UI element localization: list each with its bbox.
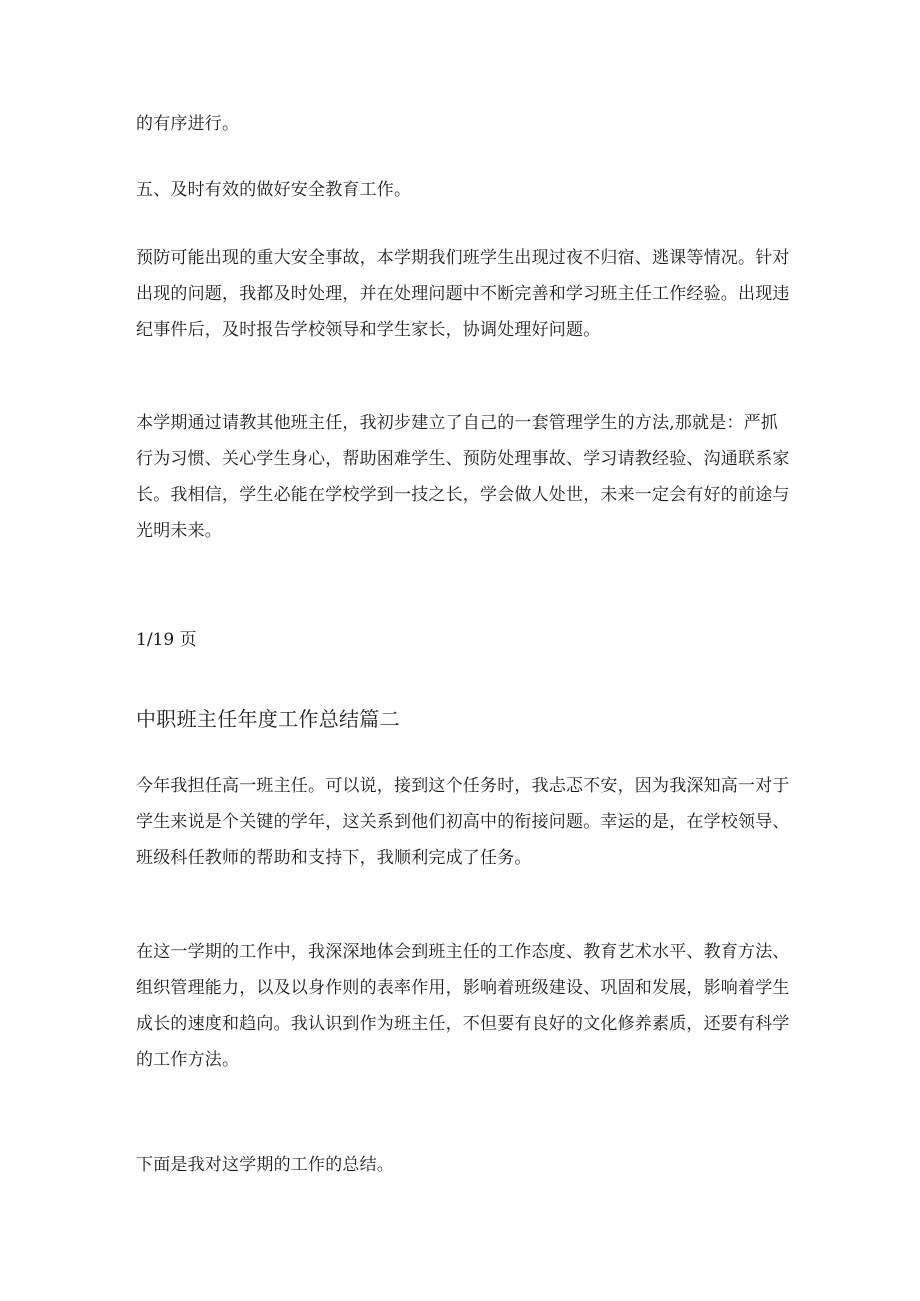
section2-paragraph-3 xyxy=(136,1147,800,1183)
text-line: 的工作方法。 xyxy=(136,1050,240,1070)
text-line: 下面是我对这学期的工作的总结。 xyxy=(136,1155,394,1175)
conclusion-paragraph xyxy=(136,405,800,549)
text-line: 行为习惯、关心学生身心，帮助困难学生、预防处理事故、学习请教经验、沟通联系家 xyxy=(136,449,790,469)
section2-paragraph-1 xyxy=(136,768,800,876)
text-line: 组织管理能力，以及以身作则的表率作用，影响着班级建设、巩固和发展，影响着学生 xyxy=(136,978,790,998)
page-number: 1/19 页 xyxy=(136,630,197,650)
continuation-text xyxy=(136,106,800,142)
item-5-paragraph xyxy=(136,240,800,348)
text-line: 今年我担任高一班主任。可以说，接到这个任务时，我忐忑不安，因为我深知高一对于 xyxy=(136,776,790,796)
text-line: 五、及时有效的做好安全教育工作。 xyxy=(136,180,412,200)
item-5-title xyxy=(136,172,800,208)
text-line: 光明未来。 xyxy=(136,521,222,541)
text-line: 长。我相信，学生必能在学校学到一技之长，学会做人处世，未来一定会有好的前途与 xyxy=(136,485,790,505)
text-line: 学生来说是个关键的学年，这关系到他们初高中的衔接问题。幸运的是，在学校领导、 xyxy=(136,812,790,832)
text-line: 本学期通过请教其他班主任，我初步建立了自己的一套管理学生的方法,那就是：严抓 xyxy=(136,413,779,433)
text-line: 出现的问题，我都及时处理，并在处理问题中不断完善和学习班主任工作经验。出现违 xyxy=(136,284,790,304)
text-line: 成长的速度和趋向。我认识到作为班主任，不但要有良好的文化修养素质，还要有科学 xyxy=(136,1014,790,1034)
text-line: 的有序进行。 xyxy=(136,114,240,134)
text-line: 纪事件后，及时报告学校领导和学生家长，协调处理好问题。 xyxy=(136,320,601,340)
text-line: 在这一学期的工作中，我深深地体会到班主任的工作态度、教育艺术水平、教育方法、 xyxy=(136,942,790,962)
section2-paragraph-2 xyxy=(136,934,800,1078)
text-line: 预防可能出现的重大安全事故，本学期我们班学生出现过夜不归宿、逃课等情况。针对 xyxy=(136,248,790,268)
text-line: 班级科任教师的帮助和支持下，我顺利完成了任务。 xyxy=(136,848,532,868)
section-title: 中职班主任年度工作总结篇二 xyxy=(136,707,400,731)
